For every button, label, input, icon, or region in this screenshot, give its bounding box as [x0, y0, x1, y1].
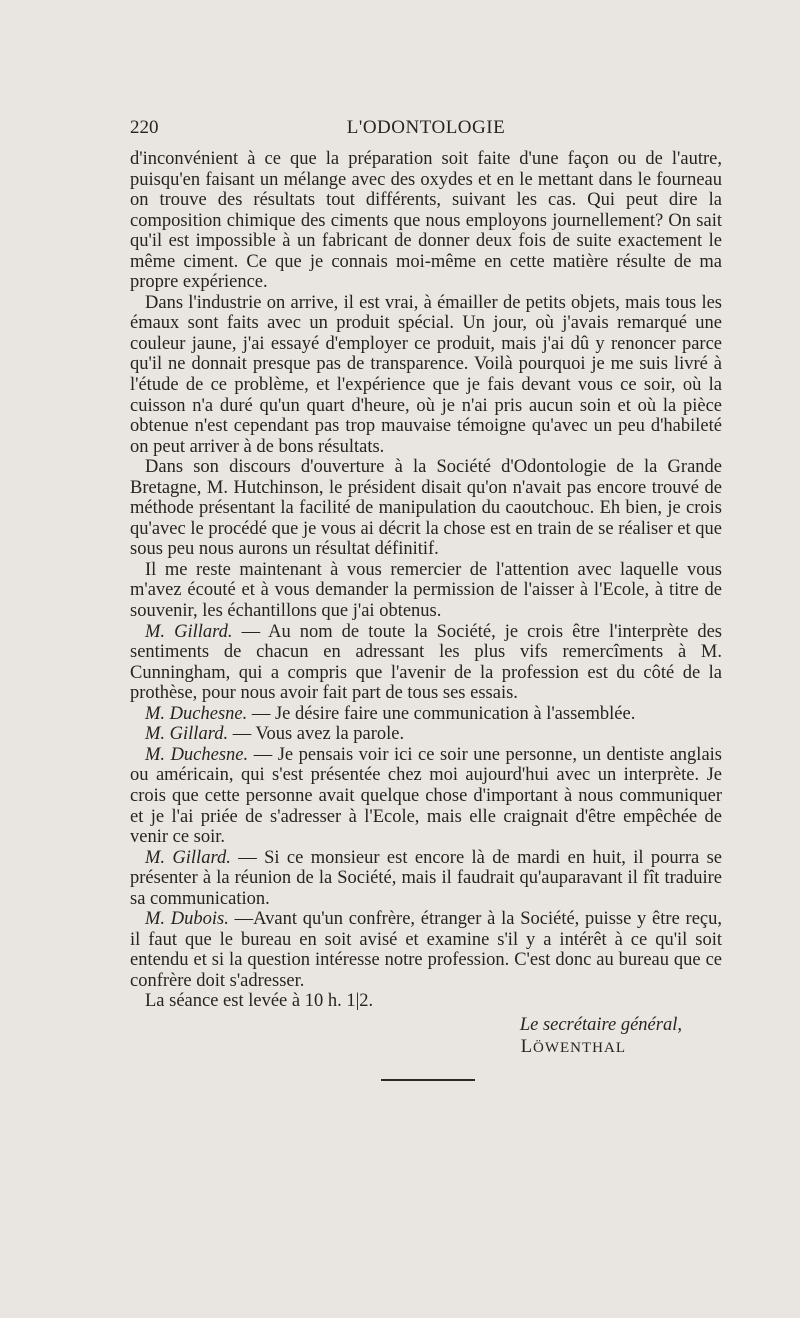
speaker-name: M. Gillard.: [145, 847, 231, 868]
signature-block: [130, 1014, 722, 1059]
signature-title: Le secrétaire général,: [519, 1014, 682, 1035]
paragraph: Dans l'industrie on arrive, il est vrai, à émailler de petits objets, mais tous les émaux sont faits avec un produit spécial. Un jour, où j'avais remarqué une couleur jaune, j'ai essayé d'employer ce produit, mais j'ai dû y renoncer parce qu'il ne donnait presque pas de transparence. Voilà pourquoi je me suis livré à l'étude de ce problème, et l'expérience que je fais devant vous ce soir, où la cuisson n'a duré qu'un quart d'heure, où je n'ai pris aucun soin et où la pièce obtenue n'est cependant pas trop mauvaise témoigne qu'avec un peu d'habileté on peut arriver à de bons résultats.: [130, 292, 722, 457]
signature-name: LÖWENTHAL: [520, 1036, 626, 1057]
paragraph: M. Dubois. —Avant qu'un confrère, étranger à la Société, puisse y être reçu, il faut que le bureau en soit avisé et examine s'il y a intérêt à ce qu'il soit entendu et si la question intéresse notre profession. C'est donc au bureau que ce confrère doit s'adresser.: [130, 909, 722, 991]
paragraph: M. Gillard. — Si ce monsieur est encore là de mardi en huit, il pourra se présenter à la réunion de la Société, mais il faudrait qu'auparavant il fît traduire sa communication.: [130, 847, 722, 909]
paragraph: M. Duchesne. — Je pensais voir ici ce soir une personne, un dentiste anglais ou américain, qui s'est présentée chez moi aujourd'hui avec un interprète. Je crois que cette personne avait quelque chose d'important à nous communiquer et je l'ai priée de s'adresser à l'Ecole, mais elle craignait d'être empêchée de venir ce soir.: [130, 744, 723, 848]
speaker-name: M. Duchesne.: [145, 744, 249, 765]
paragraph: Dans son discours d'ouverture à la Société d'Odontologie de la Grande Bretagne, M. Hutchinson, le président disait qu'on n'avait pas encore trouvé de méthode présentant la facilité de manipulation du caoutchouc. Eh bien, je crois qu'avec le procédé que je vous ai décrit la chose est en train de se réaliser et que sous peu nous aurons un résultat définitif.: [130, 457, 722, 560]
running-title: L'ODONTOLOGIE: [346, 117, 506, 138]
speaker-name: M. Dubois.: [145, 909, 229, 930]
paragraph: Il me reste maintenant à vous remercier de l'attention avec laquelle vous m'avez écouté et à vous demander la permission de l'aisser à l'Ecole, à titre de souvenir, les échantillons que j'ai obtenus.: [130, 559, 722, 622]
speaker-name: M. Gillard.: [145, 621, 233, 642]
paragraph: M. Duchesne. — Je désire faire une communication à l'assemblée.: [145, 703, 636, 724]
speaker-name: M. Gillard.: [145, 724, 229, 745]
paragraph: M. Gillard. — Au nom de toute la Société, je crois être l'interprète des sentiments de chacun en adressant les plus vifs remercîments à M. Cunningham, qui a compris que l'avenir de la profession est du côté de la prothèse, pour nous avoir fait part de tous ses essais.: [130, 621, 722, 704]
body-text: [130, 149, 722, 1081]
page-header: [130, 117, 722, 141]
paragraph: d'inconvénient à ce que la préparation soit faite d'une façon ou de l'autre, puisqu'en faisant un mélange avec des oxydes et en le mettant dans le fourneau on trouve des résultats tout différents, suivant les cas. Qui peut dire la composition chimique des ciments que nous employons journellement? On sait qu'il est impossible à un fabricant de donner deux fois de suite exactement le même ciment. Ce que je connais moi-même en cette matière résulte de ma propre expérience.: [130, 149, 722, 293]
paragraph: M. Gillard. — Vous avez la parole.: [145, 724, 405, 745]
end-rule: [381, 1079, 475, 1081]
page-number: 220: [130, 117, 159, 138]
closing-line: La séance est levée à 10 h. 1|2.: [145, 991, 374, 1012]
speaker-name: M. Duchesne.: [145, 703, 248, 724]
